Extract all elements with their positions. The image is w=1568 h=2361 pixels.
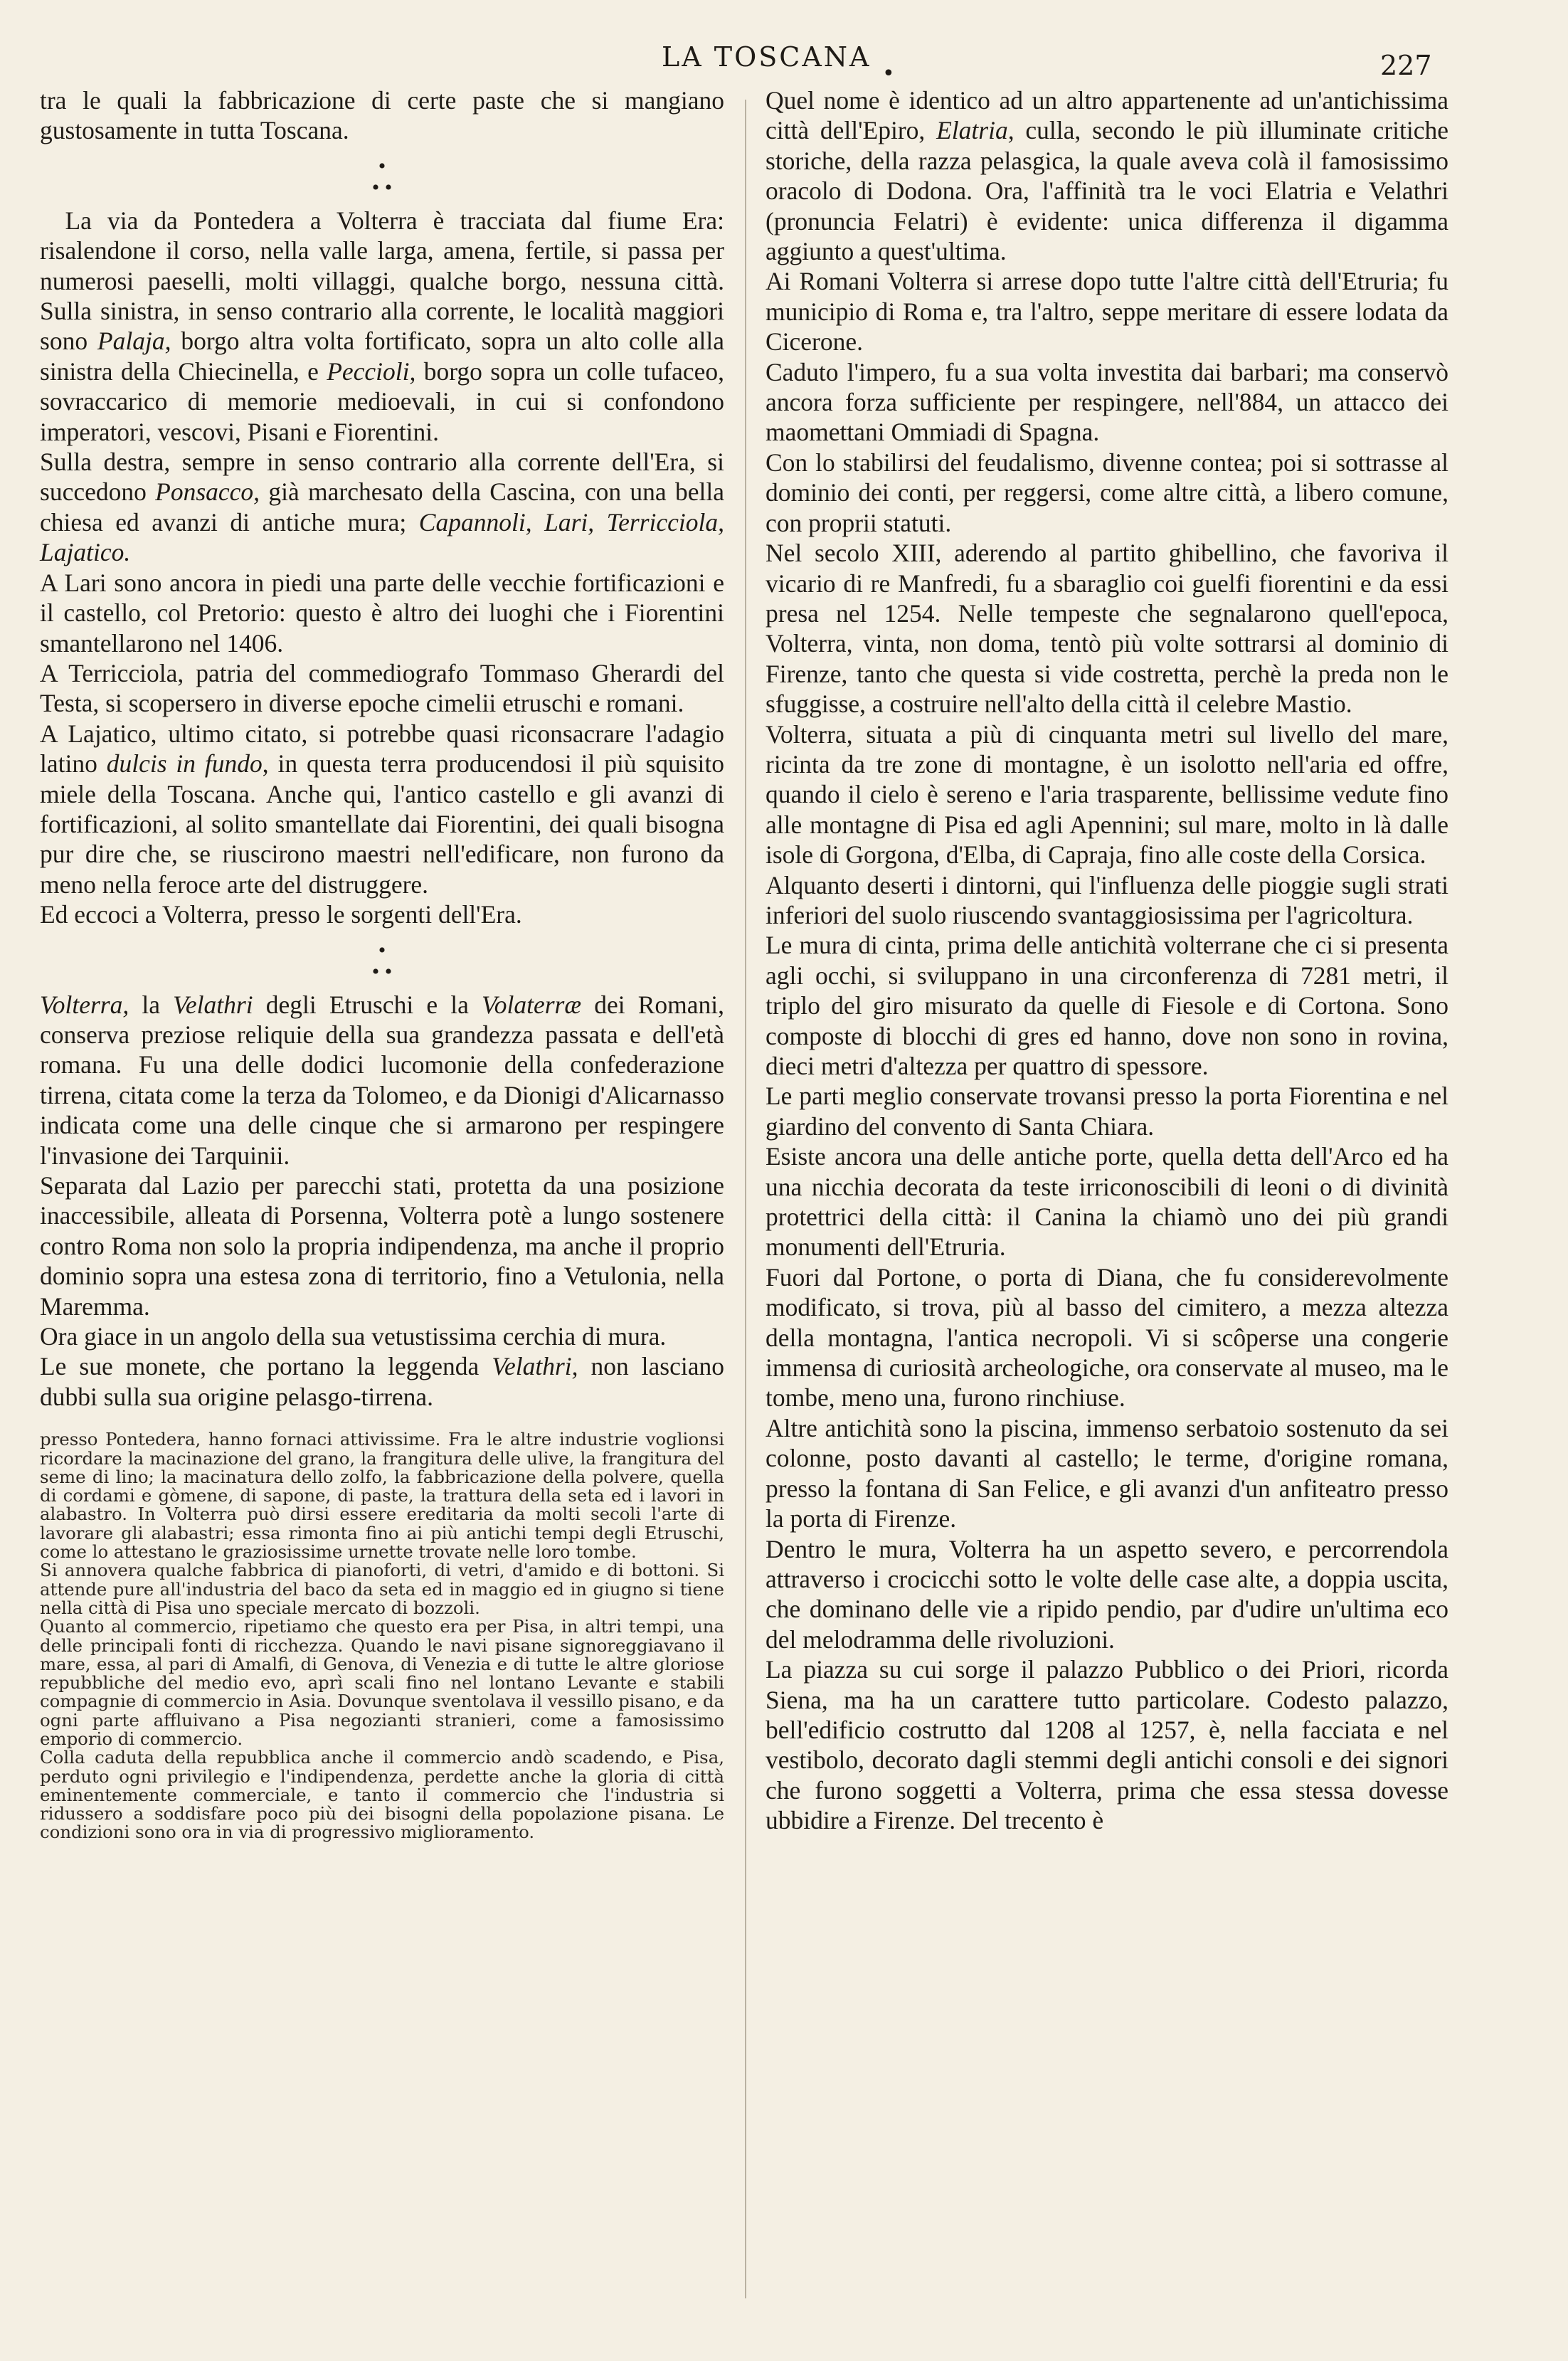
paragraph: A Terricciola, patria del commediografo Tommaso Gherardi del Testa, si scopersero in diverse epoche cimelii etruschi e romani. [40,658,724,718]
paragraph: Esiste ancora una delle antiche porte, quella detta dell'Arco ed ha una nicchia decorata da teste irriconoscibili di leoni o di divinità protettrici della città: il Canina la chiamò uno dei più grandi monumenti dell'Etruria. [766,1142,1448,1262]
paragraph: Caduto l'impero, fu a sua volta investita dai barbari; ma conservò ancora forza sufficiente per respingere, nell'884, un attacco dei maomettani Ommiadi di Spagna. [766,357,1448,447]
column-rule [745,100,746,2298]
paragraph: La piazza su cui sorge il palazzo Pubblico o dei Priori, ricorda Siena, ma ha un carattere tutto particolare. Codesto palazzo, bell'edificio costrutto dal 1208 al 1257, è, nella facciata e nel vestibolo, decorato dagli stemmi degli antichi consoli e dei signori che furono soggetti a Volterra, prima che essa stessa dovesse ubbidire a Firenze. Del trecento è [766,1655,1448,1835]
paragraph: Dentro le mura, Volterra ha un aspetto severo, e percorrendola attraverso i crocicchi sotto le volte delle case alte, a doppia uscita, che dominano delle vie a ripido pendio, par d'udire un'ultima eco del melodramma delle rivoluzioni. [766,1534,1448,1654]
paragraph: Fuori dal Portone, o porta di Diana, che fu considerevolmente modificato, si trova, più al basso del cimitero, a mezza altezza della montagna, l'antica necropoli. Vi si scôperse una congerie immensa di curiosità archeologiche, ora conservate al museo, ma le tombe, meno una, furono rinchiuse. [766,1262,1448,1412]
paragraph: Altre antichità sono la piscina, immenso serbatoio sostenuto da sei colonne, posto davanti al castello; le terme, d'origine romana, presso la fontana di San Felice, e gli avanzi d'un anfiteatro presso la porta di Firenze. [766,1413,1448,1533]
paragraph: Alquanto deserti i dintorni, qui l'influenza delle pioggie sugli strati inferiori del suolo riuscendo svantaggiosissima per l'agricoltura. [766,870,1448,929]
page-header [0,41,1568,84]
paragraph: Ai Romani Volterra si arrese dopo tutte l'altre città dell'Etruria; fu municipio di Roma e, tra l'altro, seppe meritare di essere lodata da Cicerone. [766,267,1448,356]
paragraph: Volterra, la Velathri degli Etruschi e la Volaterræ dei Romani, conserva preziose reliquie della sua grandezza passata e dell'età romana. Fu una delle dodici lucomonie della confederazione tirrena, citata come la terza da Tolomeo, e da Dionigi d'Alicarnasso indicata come una delle cinque che si armarono per respingere l'invasione dei Tarquinii. [40,990,724,1170]
page-number: 227 [1380,50,1432,81]
paragraph: A Lari sono ancora in piedi una parte delle vecchie fortificazioni e il castello, col Pretorio: questo è altro dei luoghi che i Fiorentini smantellarono nel 1406. [40,568,724,657]
paragraph: Ora giace in un angolo della sua vetustissima cerchia di mura. [40,1322,667,1351]
paragraph: Le sue monete, che portano la leggenda Velathri, non lasciano dubbi sulla sua origine pelasgo-tirrena. [40,1352,724,1411]
paragraph: Le parti meglio conservate trovansi presso la porta Fiorentina e nel giardino del convento di Santa Chiara. [766,1082,1448,1141]
paragraph: A Lajatico, ultimo citato, si potrebbe quasi riconsacrare l'adagio latino dulcis in fundo, in questa terra producendosi il più squisito miele della Toscana. Anche qui, l'antico castello e gli avanzi di fortificazioni, al solito smantellate dai Fiorentini, dei quali bisogna pur dire che, se riuscirono maestri nell'edificare, non furono da meno nella feroce arte del distruggere. [40,719,724,899]
paragraph: Le mura di cinta, prima delle antichità volterrane che ci si presenta agli occhi, si sviluppano in una circonferenza di 7281 metri, il triplo del giro misurato da quelle di Fiesole e di Cortona. Sono composte di blocchi di gres ed hanno, dove non sono in rovina, dieci metri d'altezza per quattro di spessore. [766,931,1448,1080]
right-column [766,85,1448,1836]
paragraph: tra le quali la fabbricazione di certe paste che si mangiano gustosamente in tutta Toscana. [40,86,724,145]
footnote-paragraph: Colla caduta della repubblica anche il commercio andò scadendo, e Pisa, perduto ogni privilegio e l'indipendenza, perdette anche la gloria di città eminentemente commerciale, e tanto il commercio che l'industria si ridussero a soddisfare poco più dei bisogni della popolazione pisana. Le condizioni sono ora in via di progressivo miglioramento. [40,1747,724,1843]
footnote-paragraph: presso Pontedera, hanno fornaci attivissime. Fra le altre industrie voglionsi ricordare la macinazione del grano, la frangitura delle ulive, la frangitura del seme di lino; la macinatura dello zolfo, la fabbricazione della polvere, quella di cordami e gòmene, di sapone, di paste, la trattura della seta ed i lavori in alabastro. In Volterra può dirsi essere ereditaria da molti secoli l'arte di lavorare gli alabastri; essa rimonta fino ai più antichi tempi degli Etruschi, come lo attestano le graziosissime urnette trovate nelle loro tombe. [40,1429,724,1563]
paragraph: Con lo stabilirsi del feudalismo, divenne contea; poi si sottrasse al dominio dei conti, per reggersi, come altre città, a libero comune, con proprii statuti. [766,448,1448,537]
footnotes [40,1430,724,1842]
footnote-paragraph: Si annovera qualche fabbrica di pianoforti, di vetri, d'amido e di bottoni. Si attende pure all'industria del baco da seta ed in maggio ed in giugno si tiene nella città di Pisa uno speciale mercato di bozzoli. [40,1560,724,1618]
paragraph: Nel secolo XIII, aderendo al partito ghibellino, che favoriva il vicario di re Manfredi, fu a sbaraglio coi guelfi fiorentini e da essi presa nel 1254. Nelle tempeste che segnalarono quell'epoca, Volterra, vinta, non doma, tentò più volte sottrarsi al dominio di Firenze, tanto che questa si vide costretta, perchè la preda non le sfuggisse, a costruire nell'alto della città il celebre Mastio. [766,539,1448,719]
paragraph: Separata dal Lazio per parecchi stati, protetta da una posizione inaccessibile, alleata di Porsenna, Volterra potè a lungo sostenere contro Roma non solo la propria indipendenza, ma anche il proprio dominio sopra una estesa zona di territorio, fino a Vetulonia, nella Maremma. [40,1171,724,1321]
running-title: LA TOSCANA [662,41,872,73]
paragraph: Volterra, situata a più di cinquanta metri sul livello del mare, ricinta da tre zone di montagne, è un isolotto nell'aria ed offre, quando il cielo è sereno e l'aria trasparente, bellissime vedute fino alle montagne di Pisa ed agli Apennini; sul mare, molto in là dalle isole di Gorgona, d'Elba, di Capraja, fino alle coste della Corsica. [766,719,1448,870]
section-separator: • • • [371,938,393,983]
paragraph: La via da Pontedera a Volterra è tracciata dal fiume Era: risalendone il corso, nella valle larga, amena, fertile, si passa per numerosi paeselli, molti villaggi, qualche borgo, nessuna città. Sulla sinistra, in senso contrario alla corrente, le località maggiori sono Palaja, borgo altra volta fortificato, sopra un alto colle alla sinistra della Chiecinella, e Peccioli, borgo sopra un colle tufaceo, sovraccarico di memorie medioevali, in cui si confondono imperatori, vescovi, Pisani e Fiorentini. [40,206,724,446]
paragraph: Ed eccoci a Volterra, presso le sorgenti dell'Era. [40,900,522,929]
paragraph: Sulla destra, sempre in senso contrario alla corrente dell'Era, si succedono Ponsacco, già marchesato della Cascina, con una bella chiesa ed avanzi di antiche mura; Capannoli, Lari, Terricciola, Lajatico. [40,448,724,567]
footnote-paragraph: Quanto al commercio, ripetiamo che questo era per Pisa, in altri tempi, una delle principali fonti di ricchezza. Quando le navi pisane signoreggiavano il mare, essa, al pari di Amalfi, di Genova, di Venezia e di tutte le altre gloriose repubbliche del medio evo, aprì scali fino nel lontano Levante e stabili compagnie di commercio in Asia. Dovunque sventolava il vessillo pisano, e da ogni parte affluivano a Pisa negozianti stranieri, come a famosissimo emporio di commercio. [40,1616,724,1749]
paragraph: Quel nome è identico ad un altro appartenente ad un'antichissima città dell'Epiro, Elatria, culla, secondo le più illuminate critiche storiche, della razza pelasgica, la quale aveva colà il famosissimo oracolo di Dodona. Ora, l'affinità tra le voci Elatria e Velathri (pronuncia Felatri) è evidente: unica differenza il digamma aggiunto a quest'ultima. [766,86,1448,266]
header-ornament: • [882,61,895,86]
left-column [40,85,724,1842]
section-separator: • • • [371,154,393,199]
